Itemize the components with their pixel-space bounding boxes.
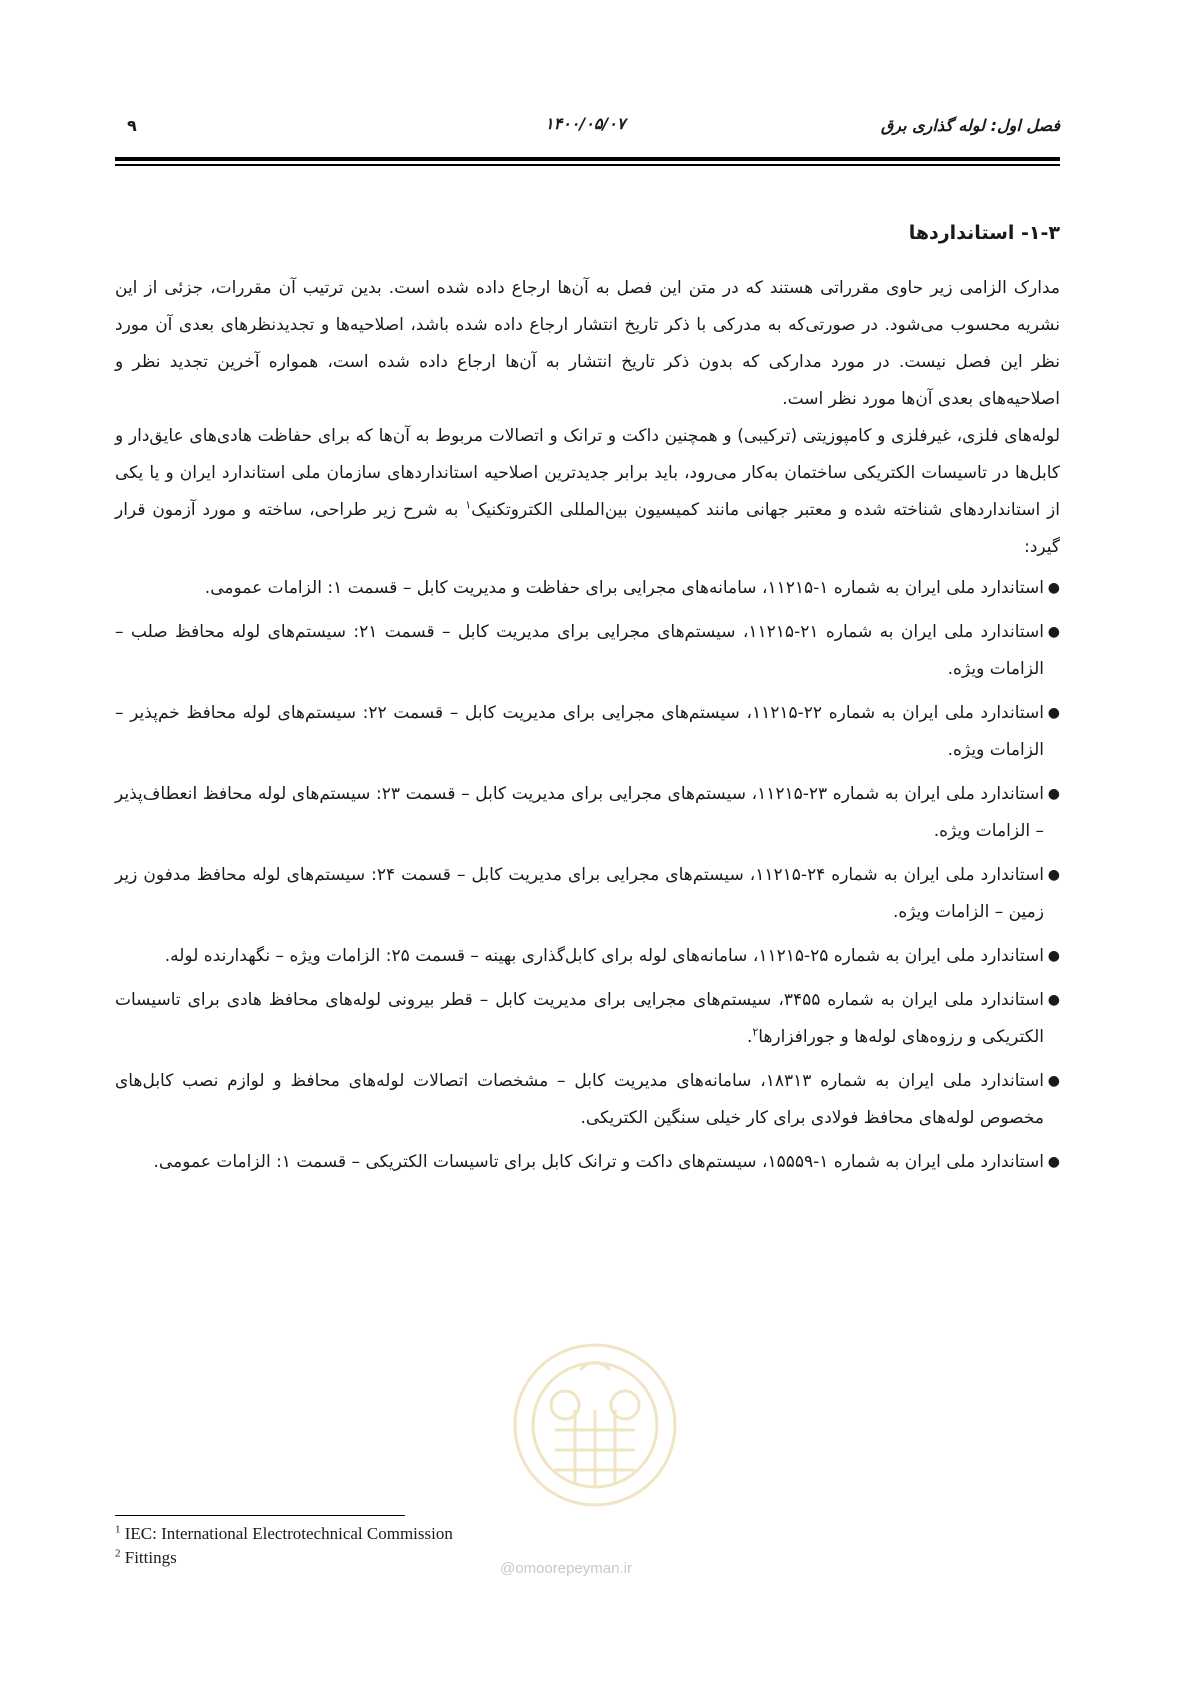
list-item (115, 776, 1060, 850)
footnotes (115, 1522, 453, 1570)
footnote-text: Fittings (124, 1548, 177, 1567)
standards-list (115, 570, 1060, 1181)
list-item (115, 570, 1060, 607)
paragraph-requirements-tail: به شرح زیر طراحی، ساخته و مورد آزمون قرار گیرد: (115, 500, 1060, 557)
footnote-ref-1[interactable]: ۱ (465, 498, 472, 512)
list-item-text: استاندارد ملی ایران به شماره ۲۳-۱۱۲۱۵، سیستم‌های مجرایی برای مدیریت کابل – قسمت ۲۳: سیستم‌های لوله محافظ انعطاف‌پذیر – الزامات ویژه. (115, 784, 1044, 841)
section-title: ۱-۳- استانداردها (908, 222, 1060, 244)
page-number: ۹ (127, 116, 137, 135)
list-item-tail: . (746, 1027, 753, 1047)
watermark-seal-icon (480, 1330, 710, 1530)
list-item-text: استاندارد ملی ایران به شماره ۲۲-۱۱۲۱۵، سیستم‌های مجرایی برای مدیریت کابل – قسمت ۲۲: سیستم‌های لوله محافظ خم‌پذیر – الزامات ویژه. (115, 703, 1044, 760)
list-item-text: استاندارد ملی ایران به شماره ۲۴-۱۱۲۱۵، سیستم‌های مجرایی برای مدیریت کابل – قسمت ۲۴: سیستم‌های لوله محافظ مدفون زیر زمین – الزامات ویژه. (115, 865, 1045, 922)
list-item (115, 857, 1060, 931)
list-item-text: استاندارد ملی ایران به شماره ۳۴۵۵، سیستم‌های مجرایی برای مدیریت کابل – قطر بیرونی لوله‌های محافظ هادی برای تاسیسات الکتریکی و رزوه‌های لوله‌ها و جورافزارها (115, 990, 1044, 1047)
bullet-icon: ● (1047, 580, 1060, 596)
page-header (115, 112, 1060, 148)
bullet-icon: ● (1047, 992, 1060, 1008)
list-item-text: استاندارد ملی ایران به شماره ۱-۱۱۲۱۵، سامانه‌های مجرایی برای حفاظت و مدیریت کابل – قسمت ۱: الزامات عمومی. (204, 578, 1044, 598)
list-item-text: استاندارد ملی ایران به شماره ۲۱-۱۱۲۱۵، سیستم‌های مجرایی برای مدیریت کابل – قسمت ۲۱: سیستم‌های لوله محافظ صلب – الزامات ویژه. (115, 622, 1044, 679)
footnote-2 (115, 1546, 453, 1570)
list-item (115, 1063, 1060, 1137)
list-item (115, 1144, 1060, 1181)
list-item (115, 614, 1060, 688)
footnote-ref-2[interactable]: ۲ (752, 1025, 759, 1039)
footnote-rule (115, 1515, 405, 1516)
list-item (115, 982, 1060, 1056)
watermark-text: @omoorepeyman.ir (500, 1560, 632, 1577)
list-item (115, 695, 1060, 769)
bullet-icon: ● (1047, 867, 1060, 883)
paragraph-requirements-text: لوله‌های فلزی، غیرفلزی و کامپوزیتی (ترکیبی) و همچنین داکت و ترانک و اتصالات مربوط به آن‌ها که برای حفاظت هادی‌های عایق‌دار و کابل‌ها در تاسیسات الکتریکی ساختمان به‌کار می‌رود، باید برابر جدیدترین اصلاحیه استانداردهای سازمان ملی استاندارد ایران و یا یکی از استانداردهای شناخته شده و معتبر جهانی مانند کمیسیون بین‌المللی الکتروتکنیک (115, 426, 1060, 520)
bullet-icon: ● (1047, 624, 1060, 640)
list-item (115, 938, 1060, 975)
paragraph-requirements (115, 418, 1060, 566)
header-rule-thin (115, 164, 1060, 166)
footnote-number: 1 (115, 1523, 121, 1536)
footnote-1 (115, 1522, 453, 1546)
page-content (115, 218, 1060, 1188)
bullet-icon: ● (1047, 1073, 1060, 1089)
header-date: ۱۴۰۰/۰۵/۰۷ (545, 114, 626, 133)
bullet-icon: ● (1047, 786, 1060, 802)
list-item-text: استاندارد ملی ایران به شماره ۱-۱۵۵۵۹، سیستم‌های داکت و ترانک کابل برای تاسیسات الکتریکی – قسمت ۱: الزامات عمومی. (153, 1152, 1044, 1172)
list-item-text: استاندارد ملی ایران به شماره ۱۸۳۱۳، سامانه‌های مدیریت کابل – مشخصات اتصالات لوله‌های محافظ و لوازم نصب کابل‌های مخصوص لوله‌های محافظ فولادی برای کار خیلی سنگین الکتریکی. (115, 1071, 1044, 1128)
footnote-text: IEC: International Electrotechnical Commission (124, 1524, 453, 1543)
header-rule-thick (115, 157, 1060, 161)
paragraph-intro: مدارک الزامی زیر حاوی مقرراتی هستند که در متن این فصل به آن‌ها ارجاع داده شده است. بدین ترتیب آن مقررات، جزئی از این نشریه محسوب می‌شود. در صورتی‌که به مدرکی با ذکر تاریخ انتشار ارجاع داده شده باشد، اصلاحیه‌ها و تجدیدنظرهای بعدی آن مورد نظر این فصل نیست. در مورد مدارکی که بدون ذکر تاریخ انتشار به آن‌ها ارجاع داده شده است، همواره آخرین تجدید نظر و اصلاحیه‌های بعدی آن‌ها مورد نظر است. (115, 278, 1060, 409)
bullet-icon: ● (1047, 948, 1060, 964)
bullet-icon: ● (1047, 1154, 1060, 1170)
bullet-icon: ● (1047, 705, 1060, 721)
list-item-text: استاندارد ملی ایران به شماره ۲۵-۱۱۲۱۵، سامانه‌های لوله برای کابل‌گذاری بهینه – قسمت ۲۵: الزامات ویژه – نگهدارنده لوله. (164, 946, 1044, 966)
footnote-number: 2 (115, 1547, 121, 1560)
chapter-title: فصل اول: لوله گذاری برق (880, 116, 1060, 135)
